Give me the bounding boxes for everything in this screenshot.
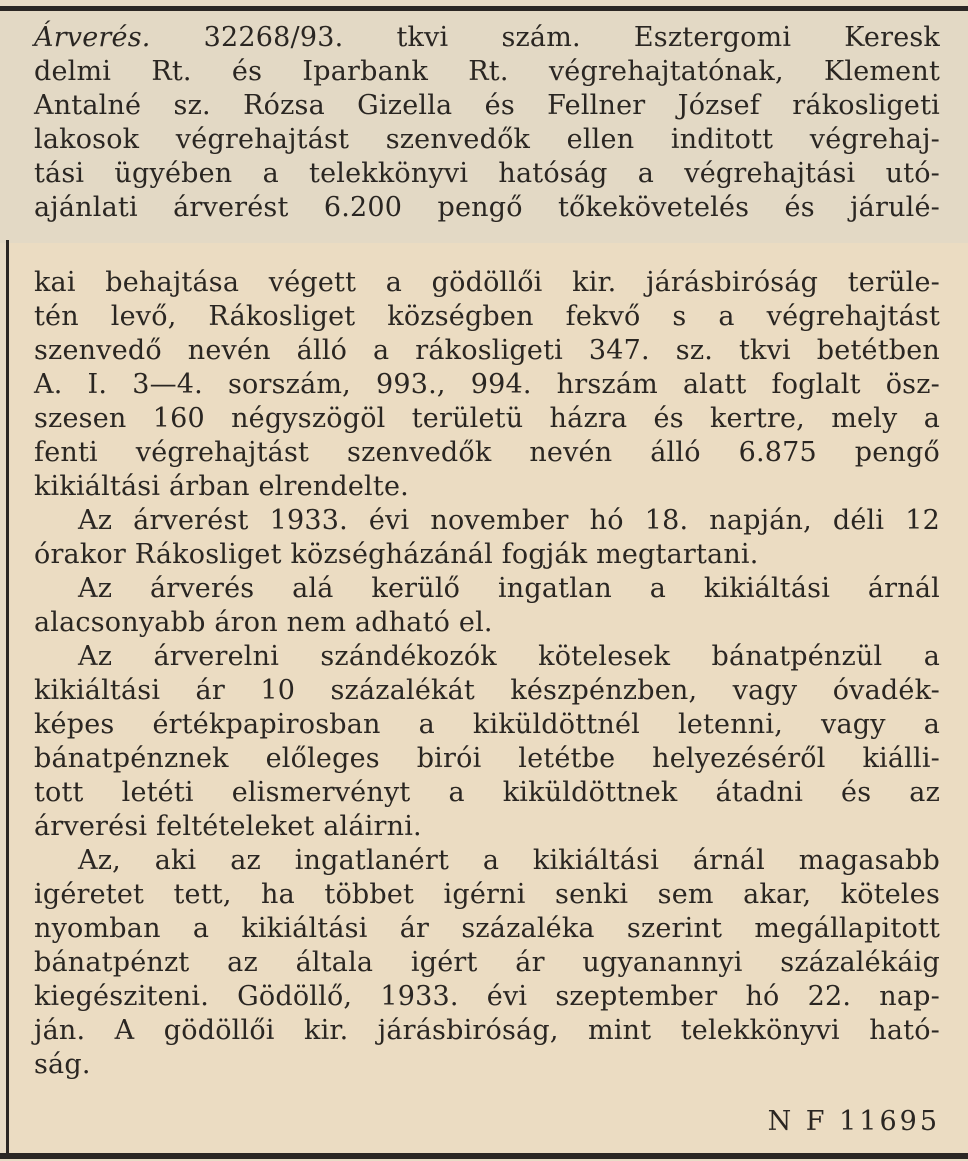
notice-line: delmi Rt. és Iparbank Rt. végrehajtatónak, Klement <box>34 56 940 87</box>
notice-line: ján. A gödöllői kir. járásbiróság, mint telekkönyvi ható- <box>34 1015 940 1046</box>
notice-line: lakosok végrehajtást szenvedők ellen inditott végrehaj- <box>34 124 940 155</box>
notice-line: kiegésziteni. Gödöllő, 1933. évi szeptember hó 22. nap- <box>34 981 940 1012</box>
notice-line: tási ügyében a telekkönyvi hatóság a végrehajtási utó- <box>34 158 940 189</box>
notice-line: A. I. 3—4. sorszám, 993., 994. hrszám alatt foglalt ösz- <box>34 369 940 400</box>
notice-line: igéretet tett, ha többet igérni senki sem akar, köteles <box>34 879 940 910</box>
notice-line: szenvedő nevén álló a rákosligeti 347. sz. tkvi betétben <box>34 335 940 366</box>
top-rule <box>0 6 968 11</box>
notice-line: alacsonyabb áron nem adható el. <box>34 607 493 638</box>
bottom-rule <box>0 1153 968 1159</box>
notice-line: Az árverelni szándékozók kötelesek bánatpénzül a <box>78 641 940 672</box>
notice-line: órakor Rákosliget községházánál fogják megtartani. <box>34 539 759 570</box>
notice-line: Az árverés alá kerülő ingatlan a kikiáltási árnál <box>78 573 940 604</box>
notice-line: fenti végrehajtást szenvedők nevén álló 6.875 pengő <box>34 437 940 468</box>
notice-line: Az árverést 1933. évi november hó 18. napján, déli 12 <box>78 505 940 536</box>
notice-line: bánatpénzt az általa igért ár ugyanannyi százalékáig <box>34 947 940 978</box>
notice-reference-code: N F 11695 <box>767 1106 940 1137</box>
notice-line: kikiáltási ár 10 százalékát készpénzben, vagy óvadék- <box>34 675 940 706</box>
notice-line: ajánlati árverést 6.200 pengő tőkekövetelés és járulé- <box>34 192 940 223</box>
notice-lead-word: Árverés. <box>34 22 151 53</box>
notice-line: bánatpénznek előleges birói letétbe helyezéséről kiálli- <box>34 743 940 774</box>
notice-line: kai behajtása végett a gödöllői kir. járásbiróság terüle- <box>34 267 940 298</box>
notice-line: képes értékpapirosban a kiküldöttnél letenni, vagy a <box>34 709 940 740</box>
notice-line: árverési feltételeket aláirni. <box>34 811 422 842</box>
notice-line: Antalné sz. Rózsa Gizella és Fellner József rákosligeti <box>34 90 940 121</box>
notice-line: tott letéti elismervényt a kiküldöttnek átadni és az <box>34 777 940 808</box>
notice-line: ság. <box>34 1049 91 1080</box>
notice-line: Az, aki az ingatlanért a kikiáltási árnál magasabb <box>78 845 940 876</box>
notice-line: szesen 160 négyszögöl területü házra és kertre, mely a <box>34 403 940 434</box>
notice-line: nyomban a kikiáltási ár százaléka szerint megállapitott <box>34 913 940 944</box>
notice-line: Árverés. 32268/93. tkvi szám. Esztergomi Keresk <box>34 22 940 53</box>
left-column-rule <box>6 240 9 1153</box>
notice-line: tén levő, Rákosliget községben fekvő s a végrehajtást <box>34 301 940 332</box>
notice-line: kikiáltási árban elrendelte. <box>34 471 409 502</box>
